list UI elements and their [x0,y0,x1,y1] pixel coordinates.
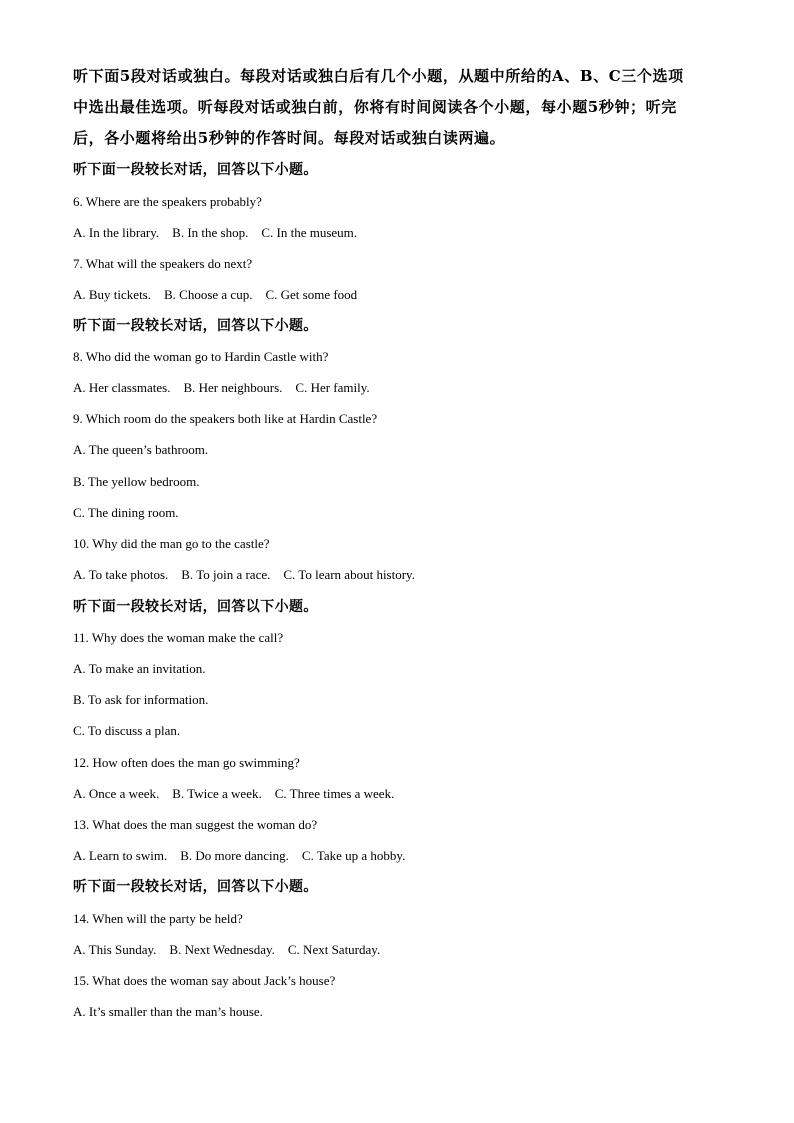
option-11-b: B. To ask for information. [73,692,209,707]
option-9-b: B. The yellow bedroom. [73,474,200,489]
option-11-a: A. To make an invitation. [73,661,206,676]
option-9-c: C. The dining room. [73,505,179,520]
options-14: A. This Sunday. B. Next Wednesday. C. Next Saturday. [73,942,381,957]
question-9: 9. Which room do the speakers both like at Hardin Castle? [73,411,378,426]
options-7: A. Buy tickets. B. Choose a cup. C. Get some food [73,287,358,302]
option-9-a: A. The queen’s bathroom. [73,442,209,457]
question-13: 13. What does the man suggest the woman do? [73,817,318,832]
section-header-4: 听下面一段较长对话，回答以下小题。 [73,879,318,895]
instructions-line-1: 听下面5段对话或独白。每段对话或独白后有几个小题，从题中所给的A、B、C三个选项 [73,67,684,85]
section-header-1: 听下面一段较长对话，回答以下小题。 [73,162,318,178]
option-15-a: A. It’s smaller than the man’s house. [73,1004,263,1019]
question-10: 10. Why did the man go to the castle? [73,536,270,551]
section-header-2: 听下面一段较长对话，回答以下小题。 [73,318,318,334]
question-8: 8. Who did the woman go to Hardin Castle with? [73,349,329,364]
question-14: 14. When will the party be held? [73,911,243,926]
options-6: A. In the library. B. In the shop. C. In the museum. [73,225,358,240]
options-13: A. Learn to swim. B. Do more dancing. C. Take up a hobby. [73,848,406,863]
question-11: 11. Why does the woman make the call? [73,630,284,645]
option-11-c: C. To discuss a plan. [73,723,181,738]
question-12: 12. How often does the man go swimming? [73,755,300,770]
instructions-line-3: 后，各小题将给出5秒钟的作答时间。每段对话或独白读两遍。 [73,129,506,147]
options-12: A. Once a week. B. Twice a week. C. Three times a week. [73,786,395,801]
instructions-line-2: 中选出最佳选项。听每段对话或独白前，你将有时间阅读各个小题，每小题5秒钟；听完 [73,98,677,116]
options-8: A. Her classmates. B. Her neighbours. C. Her family. [73,380,370,395]
question-15: 15. What does the woman say about Jack’s house? [73,973,336,988]
section-header-3: 听下面一段较长对话，回答以下小题。 [73,599,318,615]
question-6: 6. Where are the speakers probably? [73,194,262,209]
options-10: A. To take photos. B. To join a race. C. To learn about history. [73,567,415,582]
question-7: 7. What will the speakers do next? [73,256,253,271]
